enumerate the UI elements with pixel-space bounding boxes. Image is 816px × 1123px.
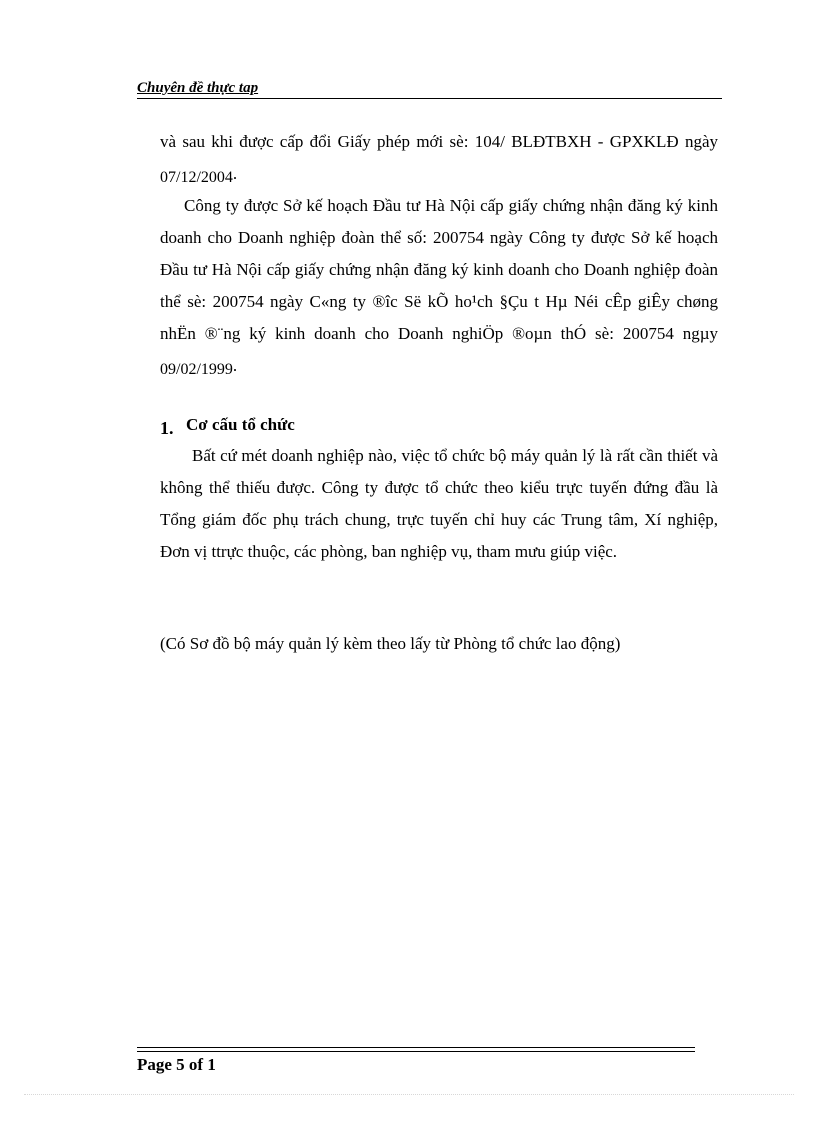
paragraph-registration-text: Công ty được Sở kế hoạch Đầu tư Hà Nội cấp giấy chứng nhận đăng ký kinh doanh cho Doanh nghiệp đoàn thể số: 200754 ngày Công ty được Sở kế hoạch Đầu tư Hà Nội cấp giấy chứng nhận đăng ký kinh doanh cho Doanh nghiệp đoàn thể sè: 200754 ngày C«ng ty ®îc Së kÕ ho¹ch §Çu t Hµ Néi cÊp giÊy chøng nhËn ®¨ng ký kinh doanh cho Doanh nghiÖp ®oµn thÓ sè: 200754 ngµy [160, 196, 718, 343]
license-date: 07/12/2004 [160, 169, 233, 186]
page-number: Page 5 of 1 [137, 1055, 216, 1074]
paragraph-license [160, 126, 718, 191]
paragraph-registration [160, 190, 718, 383]
paragraph-diagram-note: (Có Sơ đồ bộ máy quản lý kèm theo lấy từ Phòng tổ chức lao động) [160, 634, 621, 653]
license-end: . [232, 164, 238, 183]
section-number: 1. [160, 418, 174, 438]
footer-rule-top [137, 1047, 695, 1048]
footer-rule-bottom [137, 1051, 695, 1052]
registration-date: 09/02/1999 [160, 361, 233, 378]
paragraph-license-text: và sau khi được cấp đổi Giấy phép mới sè: 104/ BLĐTBXH - GPXKLĐ ngày [160, 132, 718, 151]
paragraph-structure: Bất cứ mét doanh nghiệp nào, việc tổ chức bộ máy quản lý là rất cần thiết và không thể thiếu được. Công ty được tổ chức theo kiểu trực tuyến đứng đầu là Tổng giám đốc phụ trách chung, trực tuyến chỉ huy các Trung tâm, Xí nghiệp, Đơn vị ttrực thuộc, các phòng, ban nghiệp vụ, tham mưu giúp việc. [160, 446, 718, 561]
registration-end: . [232, 356, 238, 375]
header-rule [137, 98, 722, 99]
header-title: Chuyên đề thực tap [137, 80, 259, 96]
section-title: Cơ cấu tổ chức [186, 415, 295, 434]
section-heading [160, 414, 295, 438]
page-edge-dotted-line [24, 1094, 794, 1095]
